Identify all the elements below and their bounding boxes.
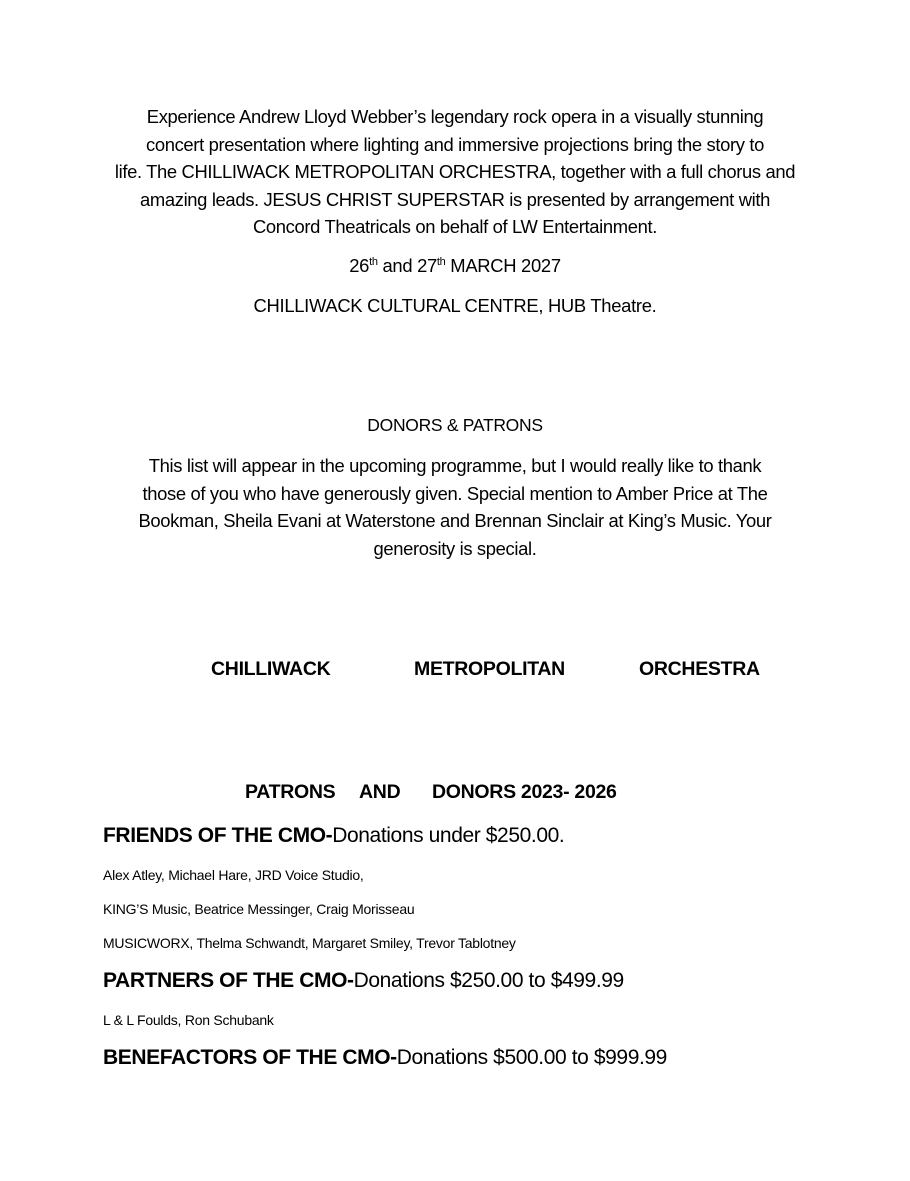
- thanks-line: generosity is special.: [373, 537, 537, 559]
- date-day-1-suffix: th: [369, 256, 378, 268]
- thanks-line: Bookman, Sheila Evani at Waterstone and Brennan Sinclair at King’s Music. Your: [138, 510, 772, 531]
- intro-line: concert presentation where lighting and immersive projections bring the story to: [145, 133, 765, 155]
- date-month-year: MARCH 2027: [445, 255, 561, 276]
- donor-list-line: MUSICWORX, Thelma Schwandt, Margaret Smiley, Trevor Tablotney: [103, 935, 516, 951]
- donor-list-line: L & L Foulds, Ron Schubank: [103, 1012, 274, 1028]
- tier-heading-partners: [103, 968, 624, 994]
- tier-heading-friends: [103, 823, 564, 849]
- donor-list-line: Alex Atley, Michael Hare, JRD Voice Studio,: [103, 867, 364, 883]
- intro-line: Concord Theatricals on behalf of LW Entertainment.: [252, 216, 657, 237]
- thanks-paragraph: [100, 452, 810, 562]
- patrons-title-word: AND: [359, 781, 401, 803]
- thanks-line: those of you who have generously given. Special mention to Amber Price at The: [142, 482, 768, 504]
- tier-heading-benefactors: [103, 1045, 667, 1071]
- orchestra-title-word: ORCHESTRA: [639, 658, 760, 680]
- orchestra-title-word: METROPOLITAN: [414, 658, 565, 680]
- orchestra-title-word: CHILLIWACK: [211, 658, 331, 680]
- intro-line: amazing leads. JESUS CHRIST SUPERSTAR is presented by arrangement with: [140, 188, 770, 210]
- date-joiner: and: [377, 255, 418, 276]
- patrons-title-word: DONORS 2023- 2026: [432, 781, 617, 803]
- tier-name: FRIENDS OF THE CMO-: [103, 824, 333, 847]
- thanks-line: This list will appear in the upcoming programme, but I would really like to thank: [148, 455, 762, 476]
- intro-paragraph: [100, 103, 810, 241]
- intro-line: life. The CHILLIWACK METROPOLITAN ORCHESTRA, together with a full chorus and: [114, 161, 796, 182]
- donor-list-line: KING’S Music, Beatrice Messinger, Craig Morisseau: [103, 901, 415, 917]
- tier-name: BENEFACTORS OF THE CMO-: [103, 1046, 397, 1069]
- date-day-2: 27: [417, 255, 437, 276]
- intro-line: Experience Andrew Lloyd Webber’s legendary rock opera in a visually stunning: [146, 106, 764, 127]
- event-dates: [100, 254, 810, 278]
- tier-range: Donations $500.00 to $999.99: [396, 1046, 667, 1069]
- date-day-2-suffix: th: [436, 256, 446, 268]
- patrons-title-word: PATRONS: [245, 781, 336, 803]
- tier-range: Donations $250.00 to $499.99: [353, 969, 624, 992]
- tier-range: Donations under $250.00.: [332, 824, 565, 847]
- tier-name: PARTNERS OF THE CMO-: [103, 969, 354, 992]
- date-day-1: 26: [349, 255, 370, 276]
- event-venue: CHILLIWACK CULTURAL CENTRE, HUB Theatre.: [253, 295, 657, 316]
- donors-patrons-heading: DONORS & PATRONS: [367, 415, 543, 435]
